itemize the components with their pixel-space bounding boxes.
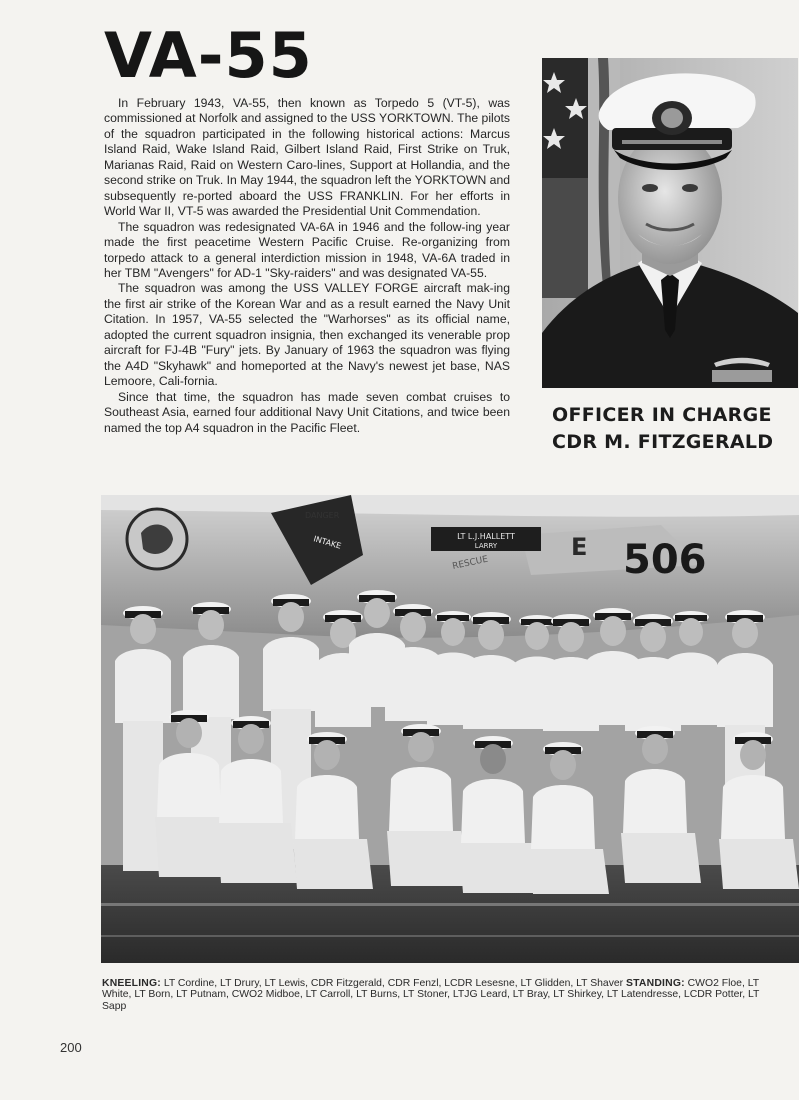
standing-label: STANDING: (626, 978, 685, 989)
page-title: VA-55 (104, 19, 313, 92)
officer-portrait-photo (542, 58, 798, 388)
danger-label: DANGER (305, 511, 340, 520)
officer-name: CDR M. FITZGERALD (552, 431, 774, 453)
officer-caption (552, 402, 797, 456)
history-paragraph: The squadron was redesignated VA-6A in 1946 and the follow-ing year made the first peacetime Western Pacific Cruise. Re-organizing from torpedo attack to a general interdiction mission in 1948, VA-6A traded in her TBM "Avengers" for AD-1 "Sky-raiders" and was designated VA-55. (104, 219, 510, 280)
squadron-history (104, 96, 510, 436)
officer-title: OFFICER IN CHARGE (552, 404, 772, 426)
canopy-nickname-label: LARRY (474, 542, 498, 550)
page-number: 200 (60, 1040, 82, 1055)
squadron-group-photo (101, 495, 799, 963)
photo-caption (102, 978, 767, 1012)
intake-label: INTAKE (312, 534, 343, 551)
kneeling-names: LT Cordine, LT Drury, LT Lewis, CDR Fitzgerald, CDR Fenzl, LCDR Lesesne, LT Glidden, LT Shaver (163, 978, 624, 989)
aircraft-letter: E (571, 533, 588, 561)
history-paragraph: The squadron was among the USS VALLEY FORGE aircraft mak-ing the first air strike of the Korean War and as a result earned the Navy Unit Citation. In 1957, VA-55 selected the "Warhorses" as its official name, adopted the current squadron insignia, then exchanged its venerable prop aircraft for FJ-4B "Fury" jets. By January of 1963 the squadron was flying the A4D "Skyhawk" and homeported at the Navy's newest jet base, NAS Lemoore, Cali-fornia. (104, 281, 510, 389)
aircraft-number: 506 (623, 537, 707, 583)
history-paragraph: Since that time, the squadron has made seven combat cruises to Southeast Asia, earned four additional Navy Unit Citations, and twice been named the top A4 squadron in the Pacific Fleet. (104, 389, 510, 435)
canopy-name-label: LT L.J.HALLETT (457, 532, 515, 541)
standing-names: CWO2 Floe, LT White, LT Born, LT Putnam, CWO2 Midboe, LT Carroll, LT Burns, LT Stoner, LTJG Leard, LT Bray, LT Shirkey, LT Latendresse, LCDR Potter, LT Sapp (102, 978, 760, 1012)
rescue-label: RESCUE (451, 554, 490, 572)
kneeling-label: KNEELING: (102, 978, 161, 989)
history-paragraph: In February 1943, VA-55, then known as Torpedo 5 (VT-5), was commissioned at Norfolk and assigned to the USS YORKTOWN. The pilots of the squadron participated in the following historical actions: Marcus Island Raid, Wake Island Raid, Gilbert Island Raid, First Strike on Truk, Marianas Raid, Raid on Western Caro-lines, Support at Hollandia, and the second strike on Truk. In May 1944, the squadron left the YORKTOWN and subsequently re-ported aboard the USS FRANKLIN. For her efforts in World War II, VT-5 was awarded the Presidential Unit Commendation. (104, 96, 511, 219)
flag (542, 58, 620, 298)
